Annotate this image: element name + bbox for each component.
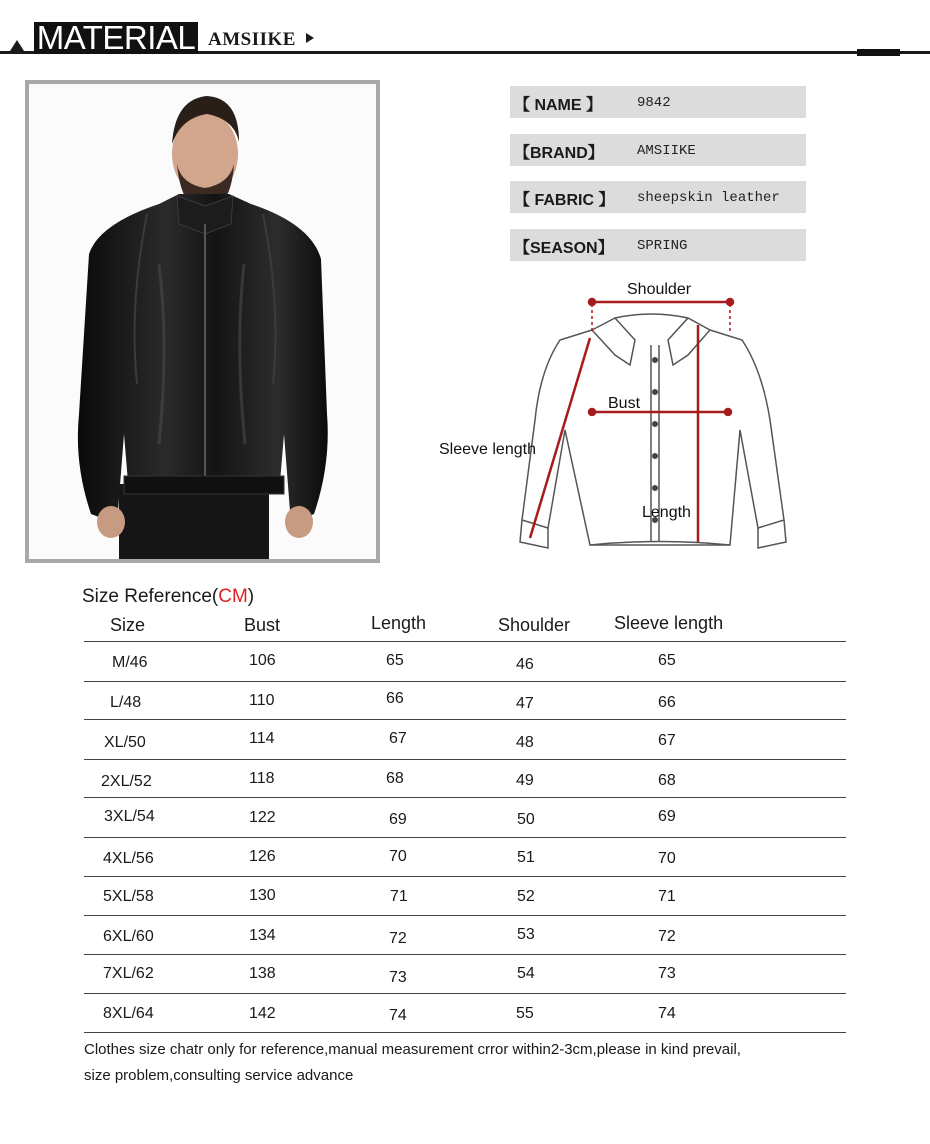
cell-sleeve: 70	[658, 850, 676, 867]
cell-bust: 106	[249, 652, 276, 669]
cell-length: 67	[389, 730, 407, 747]
column-header-bust: Bust	[244, 615, 281, 635]
cell-shoulder: 51	[517, 849, 535, 866]
cell-sleeve: 65	[658, 652, 676, 669]
cell-bust: 118	[249, 770, 275, 787]
section-title: MATERIAL	[34, 22, 198, 54]
cell-shoulder: 49	[516, 772, 534, 789]
cell-sleeve: 69	[658, 808, 676, 825]
measurement-diagram	[430, 280, 810, 565]
cell-length: 71	[390, 888, 408, 905]
cell-length: 74	[389, 1007, 407, 1024]
product-photo	[25, 80, 380, 563]
cell-bust: 114	[249, 730, 275, 747]
table-bottom-rule	[84, 1032, 846, 1033]
sleeve-length-label: Sleeve length	[439, 441, 536, 458]
cell-bust: 122	[249, 809, 276, 826]
table-row	[84, 681, 846, 720]
spec-value: AMSIIKE	[637, 143, 696, 159]
column-header-shoulder: Shoulder	[498, 615, 571, 635]
cell-shoulder: 48	[516, 734, 534, 751]
header-tab-decoration	[857, 49, 900, 56]
cell-length: 72	[389, 930, 407, 947]
cell-sleeve: 66	[658, 694, 676, 711]
table-row	[84, 641, 846, 680]
cell-length: 73	[389, 969, 407, 986]
unit-cm: CM	[218, 586, 248, 607]
table-row	[84, 719, 846, 758]
column-header-sleeve-length: Sleeve length	[614, 613, 724, 633]
cell-size: 6XL/60	[103, 928, 154, 945]
title-prefix: Size Reference(	[82, 586, 219, 607]
spec-value: 9842	[637, 95, 671, 111]
length-label: Length	[642, 504, 691, 521]
cell-shoulder: 55	[516, 1005, 534, 1022]
title-suffix: )	[247, 586, 255, 607]
cell-bust: 142	[249, 1005, 276, 1022]
spec-value: SPRING	[637, 238, 688, 254]
cell-length: 66	[386, 690, 404, 707]
spec-row-fabric	[510, 181, 806, 213]
cell-shoulder: 54	[517, 965, 535, 982]
cell-size: L/48	[110, 694, 142, 711]
size-table-title	[82, 586, 254, 608]
shoulder-label: Shoulder	[627, 281, 692, 298]
cell-sleeve: 71	[658, 888, 676, 905]
cell-sleeve: 67	[658, 732, 676, 749]
cell-sleeve: 68	[658, 772, 676, 789]
table-row	[84, 993, 846, 1032]
cell-size: 7XL/62	[103, 965, 154, 982]
table-row	[84, 759, 846, 798]
cell-size: 2XL/52	[101, 773, 152, 790]
cell-sleeve: 72	[658, 928, 676, 945]
cell-length: 69	[389, 811, 407, 828]
cell-bust: 130	[249, 887, 276, 904]
spec-value: sheepskin leather	[637, 190, 780, 206]
cell-size: M/46	[112, 654, 148, 671]
column-header-size: Size	[110, 615, 146, 635]
cell-shoulder: 52	[517, 888, 535, 905]
cell-length: 65	[386, 652, 404, 669]
cell-shoulder: 50	[517, 811, 535, 828]
column-header-length: Length	[371, 613, 427, 633]
spec-row-name	[510, 86, 806, 118]
cell-shoulder: 53	[517, 926, 535, 943]
spec-label: 【 NAME 】	[514, 97, 603, 114]
table-row	[84, 797, 846, 836]
footnote-line-1: Clothes size chatr only for reference,manual measurement crror within2-3cm,please in kind prevail,	[84, 1041, 741, 1058]
spec-label: 【 FABRIC 】	[514, 192, 615, 209]
cell-bust: 134	[249, 927, 276, 944]
cell-sleeve: 73	[658, 965, 676, 982]
spec-row-brand	[510, 134, 806, 166]
footnote-line-2: size problem,consulting service advance	[84, 1067, 354, 1084]
cell-size: XL/50	[104, 734, 146, 751]
cell-size: 3XL/54	[104, 808, 155, 825]
table-row	[84, 876, 846, 915]
spec-label: 【SEASON】	[514, 240, 614, 257]
table-row	[84, 915, 846, 954]
cell-bust: 126	[249, 848, 276, 865]
cell-bust: 110	[249, 692, 275, 709]
cell-size: 8XL/64	[103, 1005, 154, 1022]
cell-size: 4XL/56	[103, 850, 154, 867]
bust-label: Bust	[608, 395, 641, 412]
leather-jacket-model-image	[29, 84, 376, 559]
play-arrow-icon	[306, 33, 314, 43]
jacket-outline-drawing	[430, 280, 810, 565]
table-row	[84, 954, 846, 993]
spec-label: 【BRAND】	[514, 145, 604, 162]
cell-length: 70	[389, 848, 407, 865]
cell-shoulder: 46	[516, 656, 534, 673]
cell-bust: 138	[249, 965, 276, 982]
cell-shoulder: 47	[516, 695, 534, 712]
brand-name: AMSIIKE	[208, 29, 296, 50]
triangle-icon	[10, 40, 24, 51]
cell-size: 5XL/58	[103, 888, 154, 905]
cell-length: 68	[386, 770, 404, 787]
cell-sleeve: 74	[658, 1005, 676, 1022]
spec-row-season	[510, 229, 806, 261]
table-row	[84, 837, 846, 876]
